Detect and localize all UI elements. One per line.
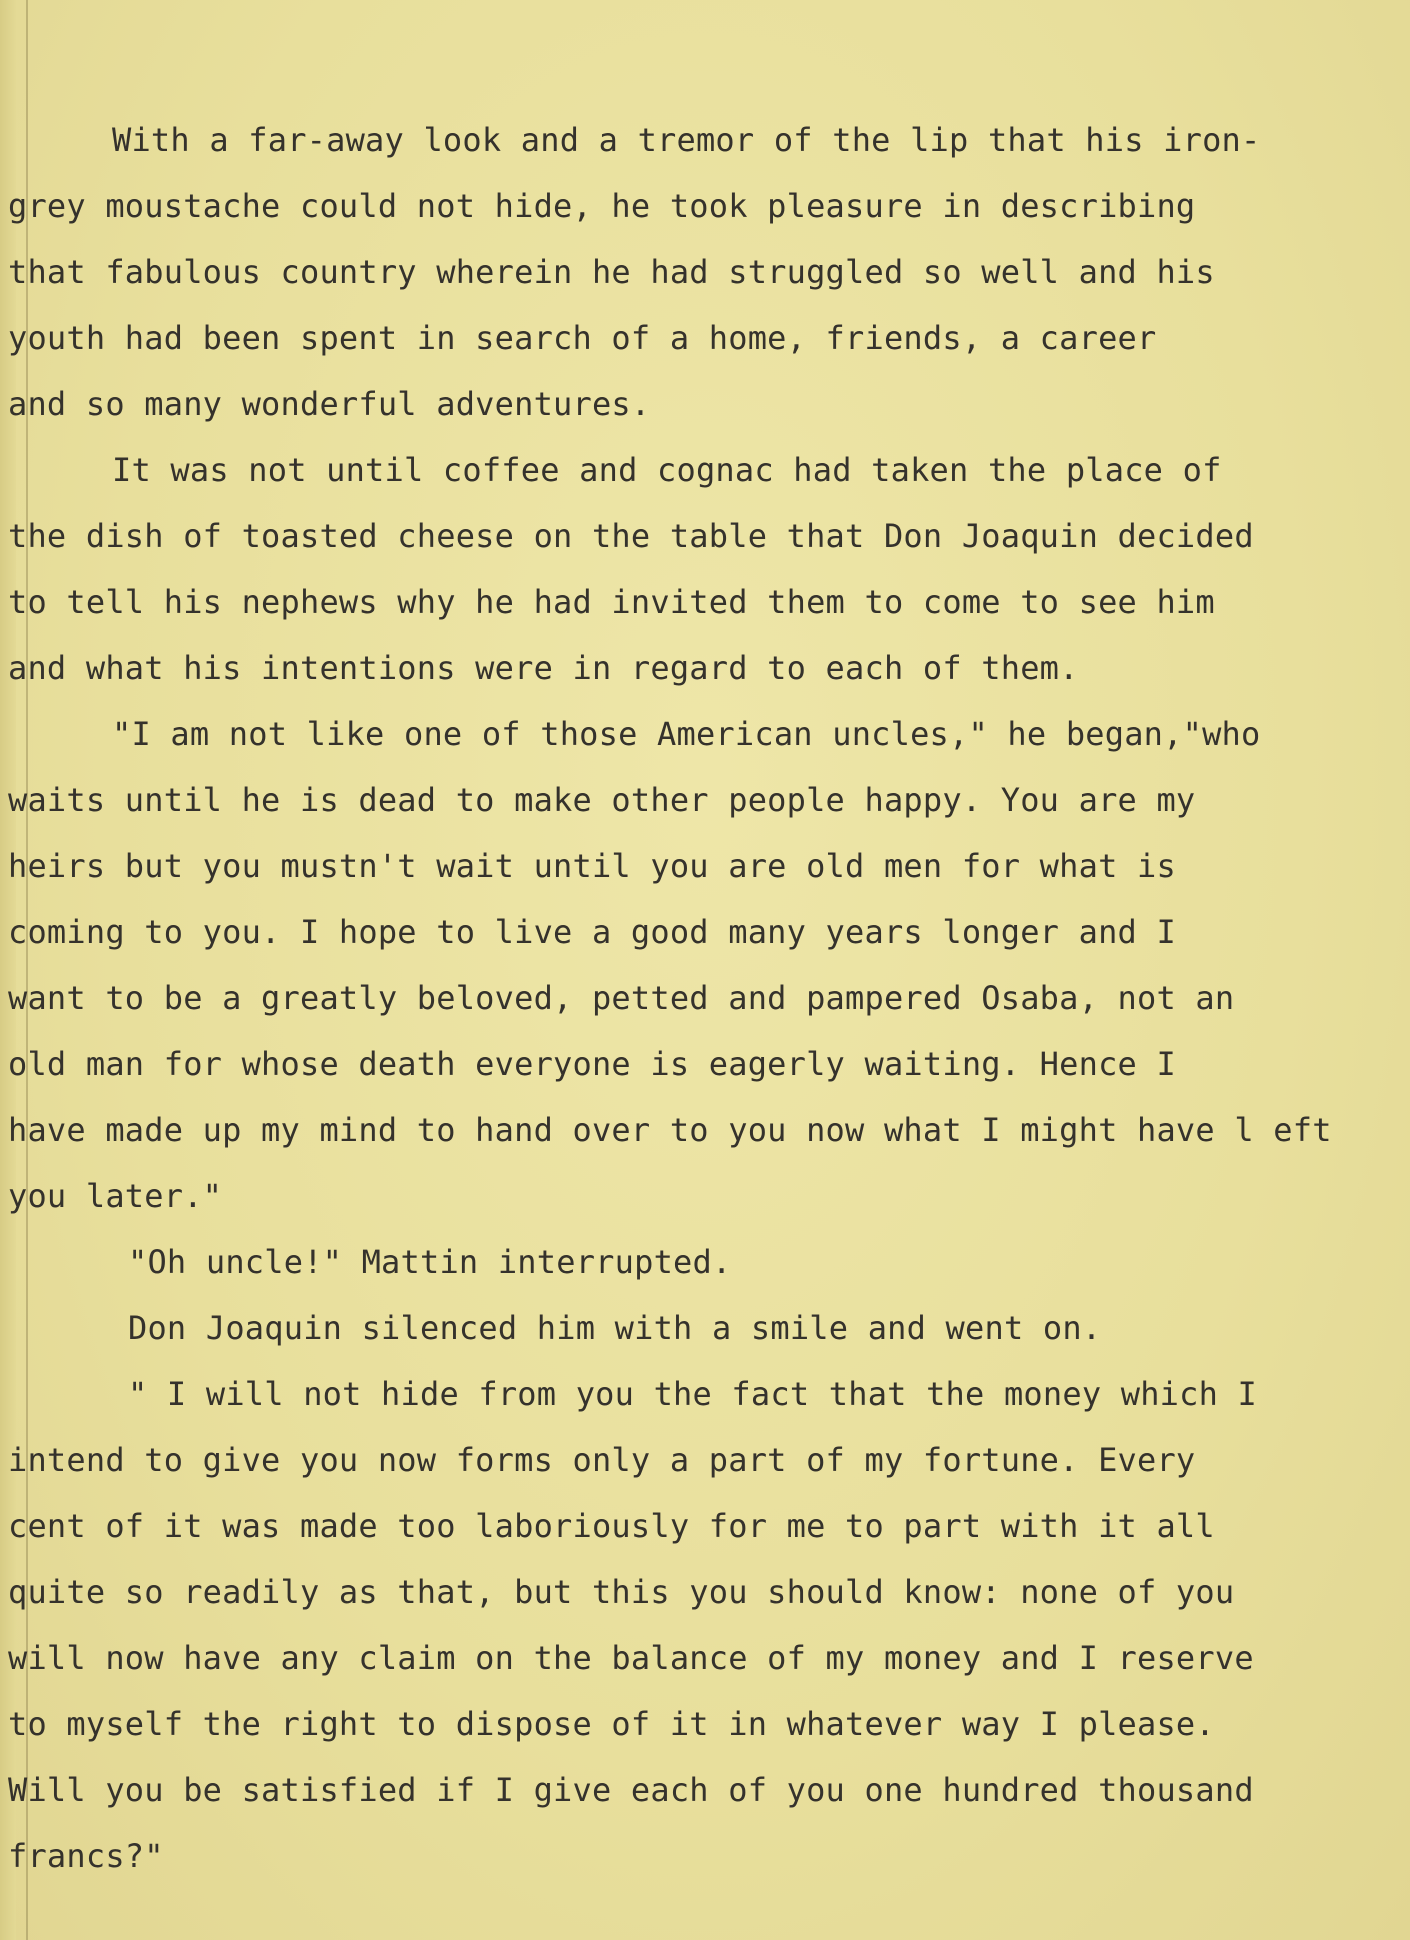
text-line: With a far-away look and a tremor of the lip that his iron-: [112, 121, 1261, 159]
text-line: grey moustache could not hide, he took pleasure in describing: [8, 187, 1196, 225]
text-line: that fabulous country wherein he had struggled so well and his: [8, 253, 1215, 291]
text-line: Don Joaquin silenced him with a smile and went on.: [128, 1309, 1102, 1347]
text-line: coming to you. I hope to live a good many years longer and I: [8, 913, 1176, 951]
text-line: old man for whose death everyone is eagerly waiting. Hence I: [8, 1045, 1176, 1083]
text-line: quite so readily as that, but this you should know: none of you: [8, 1573, 1235, 1611]
text-line: have made up my mind to hand over to you now what I might have l eft: [8, 1111, 1332, 1149]
text-line: and so many wonderful adventures.: [8, 385, 651, 423]
text-line: to myself the right to dispose of it in whatever way I please.: [8, 1705, 1215, 1743]
text-line: heirs but you mustn't wait until you are old men for what is: [8, 847, 1176, 885]
text-line: intend to give you now forms only a part of my fortune. Every: [8, 1441, 1196, 1479]
text-line: want to be a greatly beloved, petted and pampered Osaba, not an: [8, 979, 1235, 1017]
text-line: waits until he is dead to make other people happy. You are my: [8, 781, 1196, 819]
text-line: It was not until coffee and cognac had taken the place of: [112, 451, 1222, 489]
text-line: " I will not hide from you the fact that the money which I: [128, 1375, 1258, 1413]
text-line: to tell his nephews why he had invited them to come to see him: [8, 583, 1215, 621]
text-line: will now have any claim on the balance of my money and I reserve: [8, 1639, 1254, 1677]
text-line: and what his intentions were in regard to each of them.: [8, 649, 1079, 687]
text-line: "Oh uncle!" Mattin interrupted.: [128, 1243, 732, 1281]
text-line: youth had been spent in search of a home, friends, a career: [8, 319, 1157, 357]
text-line: you later.": [8, 1177, 223, 1215]
text-line: Will you be satisfied if I give each of you one hundred thousand: [8, 1771, 1254, 1809]
text-line: francs?": [8, 1837, 164, 1875]
text-line: "I am not like one of those American uncles," he began,"who: [112, 715, 1261, 753]
text-line: the dish of toasted cheese on the table that Don Joaquin decided: [8, 517, 1254, 555]
text-line: cent of it was made too laboriously for me to part with it all: [8, 1507, 1215, 1545]
